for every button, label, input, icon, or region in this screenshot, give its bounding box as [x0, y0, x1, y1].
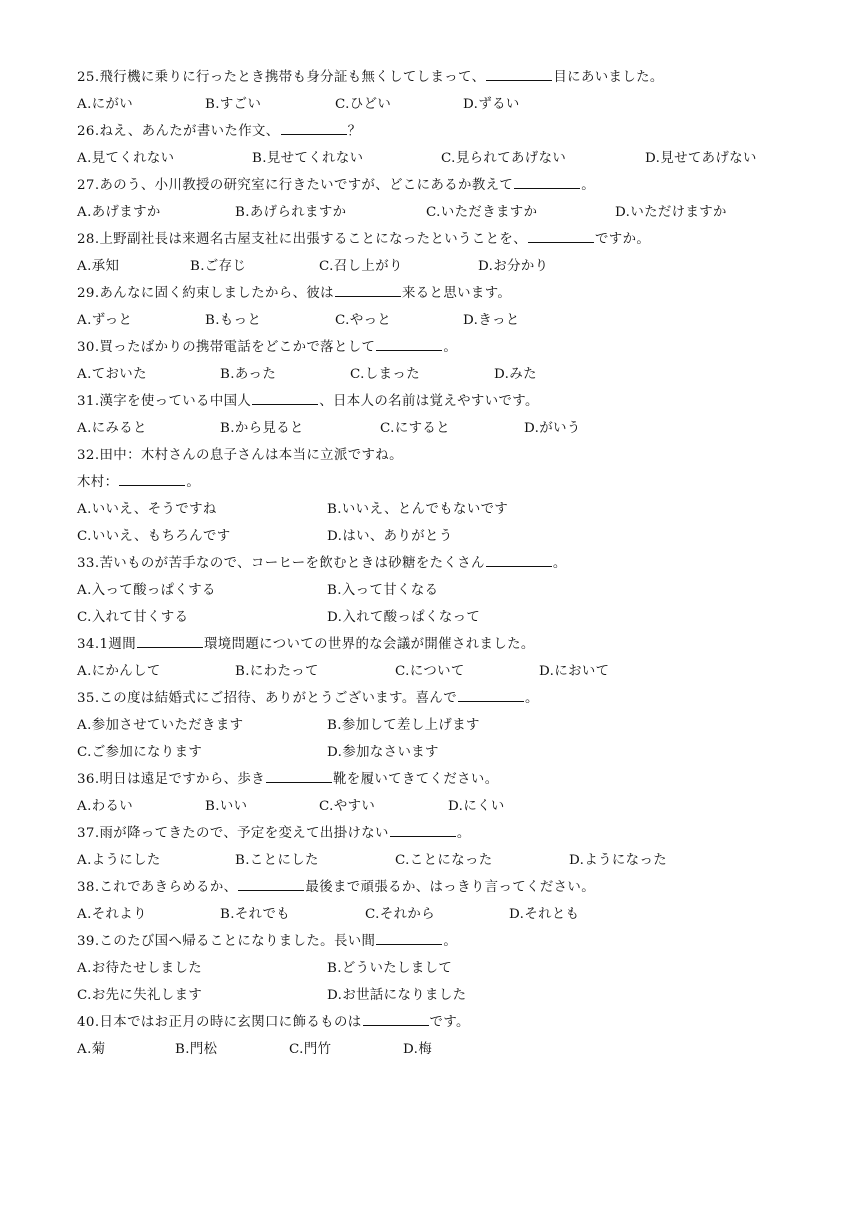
- question-number: 32.: [77, 448, 100, 463]
- question-line: [77, 122, 840, 142]
- answer-blank: [514, 187, 580, 189]
- question-line: [77, 635, 840, 655]
- answer-option[interactable]: D.ようになった: [569, 853, 668, 868]
- question-line: [77, 230, 840, 250]
- answer-option[interactable]: C.入れて甘くする: [77, 610, 189, 625]
- answer-option[interactable]: C.いただきますか: [426, 205, 538, 220]
- answer-option[interactable]: B.どういたしまして: [327, 961, 453, 976]
- options-row: [77, 662, 840, 682]
- options-row: [77, 851, 840, 871]
- answer-option[interactable]: B.あった: [220, 367, 277, 382]
- options-row: [77, 986, 840, 1006]
- answer-option[interactable]: A.ずっと: [77, 313, 133, 328]
- question-text-end: 目にあいました。: [553, 70, 664, 85]
- question-line: [77, 446, 840, 466]
- answer-option[interactable]: C.いいえ、もちろんです: [77, 529, 231, 544]
- question-number: 40.: [77, 1015, 100, 1030]
- question-number: 25.: [77, 70, 100, 85]
- answer-option[interactable]: D.において: [539, 664, 610, 679]
- question-text: あんなに固く約束しましたから、彼は: [99, 286, 334, 301]
- options-row: [77, 608, 840, 628]
- options-row: [77, 1040, 840, 1060]
- question-text-end: 。: [552, 556, 567, 571]
- answer-option[interactable]: A.菊: [77, 1042, 106, 1057]
- question-text-end: 靴を履いてきてください。: [333, 772, 499, 787]
- answer-option[interactable]: C.ひどい: [335, 97, 392, 112]
- answer-option[interactable]: B.いいえ、とんでもないです: [327, 502, 509, 517]
- answer-option[interactable]: D.梅: [403, 1042, 433, 1057]
- answer-option[interactable]: A.ておいた: [77, 367, 147, 382]
- question-line: [77, 770, 840, 790]
- answer-option[interactable]: D.がいう: [524, 421, 581, 436]
- question-text: 雨が降ってきたので、予定を変えて出掛けない: [99, 826, 389, 841]
- answer-blank: [486, 79, 552, 81]
- answer-blank: [281, 133, 347, 135]
- question-line: [77, 284, 840, 304]
- answer-option[interactable]: D.お分かり: [478, 259, 549, 274]
- question-text-end: 。: [524, 691, 539, 706]
- question-text: 1週間: [99, 637, 137, 652]
- answer-option[interactable]: C.召し上がり: [319, 259, 403, 274]
- options-row: [77, 500, 840, 520]
- answer-option[interactable]: D.見せてあげない: [645, 151, 757, 166]
- answer-option[interactable]: B.から見ると: [220, 421, 304, 436]
- answer-option[interactable]: A.お待たせしました: [77, 961, 203, 976]
- answer-blank: [335, 295, 401, 297]
- answer-blank: [486, 565, 552, 567]
- answer-option[interactable]: A.にみると: [77, 421, 147, 436]
- question-text-end: 最後まで頑張るか、はっきり言ってください。: [305, 880, 596, 895]
- question-text-end: 。: [443, 340, 458, 355]
- options-row: [77, 797, 840, 817]
- answer-option[interactable]: C.ことになった: [395, 853, 493, 868]
- question-text: ねえ、あんたが書いた作文、: [99, 124, 280, 139]
- options-row: [77, 959, 840, 979]
- question-number: 29.: [77, 286, 100, 301]
- answer-option[interactable]: B.ことにした: [235, 853, 319, 868]
- answer-option[interactable]: A.いいえ、そうですね: [77, 502, 217, 517]
- answer-option[interactable]: D.きっと: [463, 313, 520, 328]
- question-line: [77, 68, 840, 88]
- question-number: 38.: [77, 880, 100, 895]
- answer-option[interactable]: B.すごい: [205, 97, 262, 112]
- answer-option[interactable]: D.入れて酸っぱくなって: [327, 610, 481, 625]
- question-text-end: ？: [347, 124, 362, 139]
- options-row: [77, 203, 840, 223]
- answer-option[interactable]: D.それとも: [509, 907, 580, 922]
- answer-blank: [238, 889, 304, 891]
- speaker-label: 木村：: [77, 475, 119, 490]
- question-number: 34.: [77, 637, 100, 652]
- answer-option[interactable]: B.門松: [175, 1042, 218, 1057]
- answer-option[interactable]: C.にすると: [380, 421, 450, 436]
- answer-option[interactable]: D.お世話になりました: [327, 988, 467, 1003]
- answer-option[interactable]: C.やっと: [335, 313, 392, 328]
- answer-option[interactable]: B.それでも: [220, 907, 291, 922]
- question-text-end: ですか。: [595, 232, 651, 247]
- question-text: これであきらめるか、: [99, 880, 238, 895]
- answer-option[interactable]: B.見せてくれない: [252, 151, 364, 166]
- answer-blank: [137, 646, 203, 648]
- question-text: あのう、小川教授の研究室に行きたいですが、どこにあるか教えて: [99, 178, 514, 193]
- answer-blank: [376, 349, 442, 351]
- answer-option[interactable]: C.しまった: [350, 367, 420, 382]
- question-line: [77, 1013, 840, 1033]
- question-text: 日本ではお正月の時に玄関口に飾るものは: [99, 1015, 362, 1030]
- options-row: [77, 527, 840, 547]
- question-line: [77, 392, 840, 412]
- question-number: 35.: [77, 691, 100, 706]
- question-number: 28.: [77, 232, 100, 247]
- question-line: [77, 176, 840, 196]
- answer-option[interactable]: C.ご参加になります: [77, 745, 203, 760]
- question-text: 漢字を使っている中国人: [99, 394, 252, 409]
- answer-option[interactable]: C.お先に失礼します: [77, 988, 203, 1003]
- answer-option[interactable]: A.わるい: [77, 799, 134, 814]
- answer-option[interactable]: D.いただけますか: [615, 205, 727, 220]
- answer-option[interactable]: B.参加して差し上げます: [327, 718, 480, 733]
- answer-option[interactable]: B.もっと: [205, 313, 262, 328]
- question-number: 33.: [77, 556, 100, 571]
- answer-option[interactable]: A.見てくれない: [77, 151, 175, 166]
- answer-blank: [119, 484, 185, 486]
- options-row: [77, 365, 840, 385]
- answer-option[interactable]: A.あげますか: [77, 205, 161, 220]
- question-text-end: 、日本人の名前は覚えやすいです。: [319, 394, 539, 409]
- question-text: この度は結婚式にご招待、ありがとうございます。喜んで: [99, 691, 457, 706]
- answer-blank: [458, 700, 524, 702]
- question-text: このたび国へ帰ることになりました。長い間: [99, 934, 376, 949]
- answer-option[interactable]: A.承知: [77, 259, 120, 274]
- options-row: [77, 716, 840, 736]
- question-text-end: 。: [456, 826, 471, 841]
- answer-option[interactable]: B.にわたって: [235, 664, 319, 679]
- question-number: 26.: [77, 124, 100, 139]
- answer-option[interactable]: A.それより: [77, 907, 147, 922]
- answer-option[interactable]: D.はい、ありがとう: [327, 529, 453, 544]
- question-number: 31.: [77, 394, 100, 409]
- answer-option[interactable]: C.見られてあげない: [441, 151, 567, 166]
- answer-option[interactable]: D.参加なさいます: [327, 745, 439, 760]
- answer-option[interactable]: B.入って甘くなる: [327, 583, 439, 598]
- answer-option[interactable]: C.について: [395, 664, 465, 679]
- question-text-end: 。: [581, 178, 596, 193]
- question-text-end: 。: [443, 934, 458, 949]
- answer-option[interactable]: A.にがい: [77, 97, 134, 112]
- question-line: [77, 932, 840, 952]
- options-row: [77, 257, 840, 277]
- answer-blank: [363, 1024, 429, 1026]
- answer-option[interactable]: B.いい: [205, 799, 248, 814]
- answer-blank: [376, 943, 442, 945]
- question-text-end: です。: [429, 1015, 470, 1030]
- question-line: [77, 338, 840, 358]
- question-number: 39.: [77, 934, 100, 949]
- question-text-end: 来ると思います。: [401, 286, 512, 301]
- question-line: [77, 554, 840, 574]
- answer-option[interactable]: A.参加させていただきます: [77, 718, 244, 733]
- speaker-line: [77, 473, 840, 493]
- answer-option[interactable]: C.やすい: [319, 799, 376, 814]
- options-row: [77, 149, 840, 169]
- answer-blank: [266, 781, 332, 783]
- options-row: [77, 905, 840, 925]
- options-row: [77, 419, 840, 439]
- question-text: 飛行機に乗りに行ったとき携帯も身分証も無くしてしまって、: [99, 70, 486, 85]
- question-text: 買ったばかりの携帯電話をどこかで落として: [99, 340, 376, 355]
- question-number: 36.: [77, 772, 100, 787]
- answer-option[interactable]: D.ずるい: [463, 97, 520, 112]
- question-text: 苦いものが苦手なので、コーヒーを飲むときは砂糖をたくさん: [99, 556, 485, 571]
- answer-blank: [252, 403, 318, 405]
- answer-blank: [528, 241, 594, 243]
- answer-option[interactable]: B.ご存じ: [190, 259, 247, 274]
- question-text-end: 環境問題についての世界的な会議が開催されました。: [204, 637, 535, 652]
- question-text: 上野副社長は来週名古屋支社に出張することになったということを、: [99, 232, 528, 247]
- answer-option[interactable]: A.にかんして: [77, 664, 161, 679]
- sentence-period: 。: [186, 475, 201, 490]
- question-text: 田中：木村さんの息子さんは本当に立派ですね。: [99, 448, 403, 463]
- answer-option[interactable]: D.にくい: [448, 799, 505, 814]
- answer-option[interactable]: D.みた: [494, 367, 537, 382]
- question-line: [77, 824, 840, 844]
- answer-option[interactable]: A.ようにした: [77, 853, 161, 868]
- answer-option[interactable]: B.あげられますか: [235, 205, 347, 220]
- question-number: 30.: [77, 340, 100, 355]
- options-row: [77, 311, 840, 331]
- answer-option[interactable]: C.それから: [365, 907, 435, 922]
- options-row: [77, 95, 840, 115]
- question-number: 27.: [77, 178, 100, 193]
- question-line: [77, 878, 840, 898]
- answer-option[interactable]: C.門竹: [289, 1042, 332, 1057]
- question-text: 明日は遠足ですから、歩き: [99, 772, 265, 787]
- question-number: 37.: [77, 826, 100, 841]
- question-line: [77, 689, 840, 709]
- answer-option[interactable]: A.入って酸っぱくする: [77, 583, 216, 598]
- options-row: [77, 581, 840, 601]
- answer-blank: [390, 835, 456, 837]
- options-row: [77, 743, 840, 763]
